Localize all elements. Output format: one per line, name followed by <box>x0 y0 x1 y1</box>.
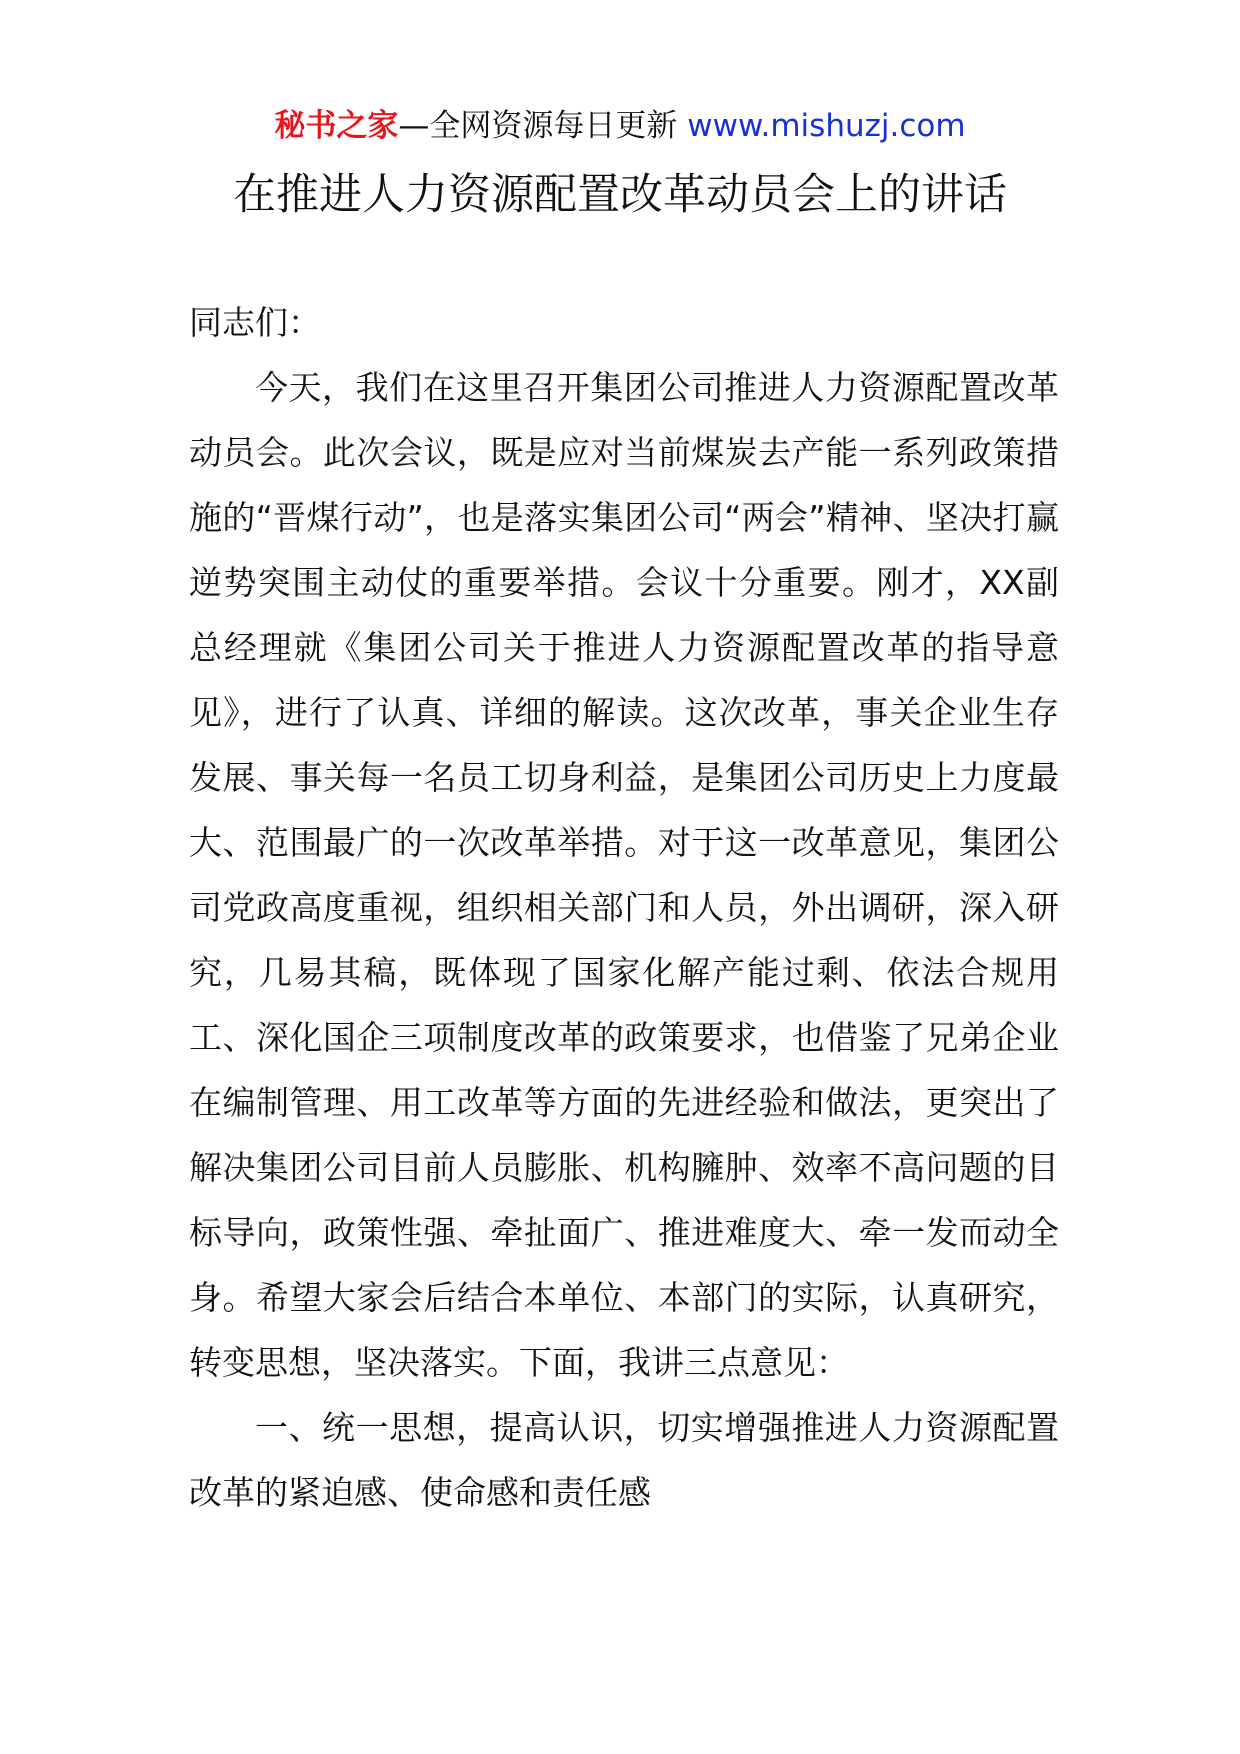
header-tagline: —全网资源每日更新 <box>398 108 688 144</box>
document-body <box>189 290 1059 1525</box>
section-heading-one: 一、统一思想，提高认识，切实增强推进人力资源配置改革的紧迫感、使命感和责任感 <box>189 1408 1059 1512</box>
site-url[interactable]: www.mishuzj.com <box>687 108 966 144</box>
brand-name: 秘书之家 <box>274 108 399 144</box>
site-header <box>0 98 1240 154</box>
greeting: 同志们： <box>189 303 321 342</box>
document-title: 在推进人力资源配置改革动员会上的讲话 <box>233 170 1007 220</box>
paragraph-intro: 今天，我们在这里召开集团公司推进人力资源配置改革动员会。此次会议，既是应对当前煤炭去产能一系列政策措施的“晋煤行动”，也是落实集团公司“两会”精神、坚决打赢逆势突围主动仗的重要举措。会议十分重要。刚才，XX副总经理就《集团公司关于推进人力资源配置改革的指导意见》，进行了认真、详细的解读。这次改革，事关企业生存发展、事关每一名员工切身利益，是集团公司历史上力度最大、范围最广的一次改革举措。对于这一改革意见，集团公司党政高度重视，组织相关部门和人员，外出调研，深入研究，几易其稿，既体现了国家化解产能过剩、依法合规用工、深化国企三项制度改革的政策要求，也借鉴了兄弟企业在编制管理、用工改革等方面的先进经验和做法，更突出了解决集团公司目前人员膨胀、机构臃肿、效率不高问题的目标导向，政策性强、牵扯面广、推进难度大、牵一发而动全身。希望大家会后结合本单位、本部门的实际，认真研究，转变思想，坚决落实。下面，我讲三点意见： <box>189 368 1059 1382</box>
